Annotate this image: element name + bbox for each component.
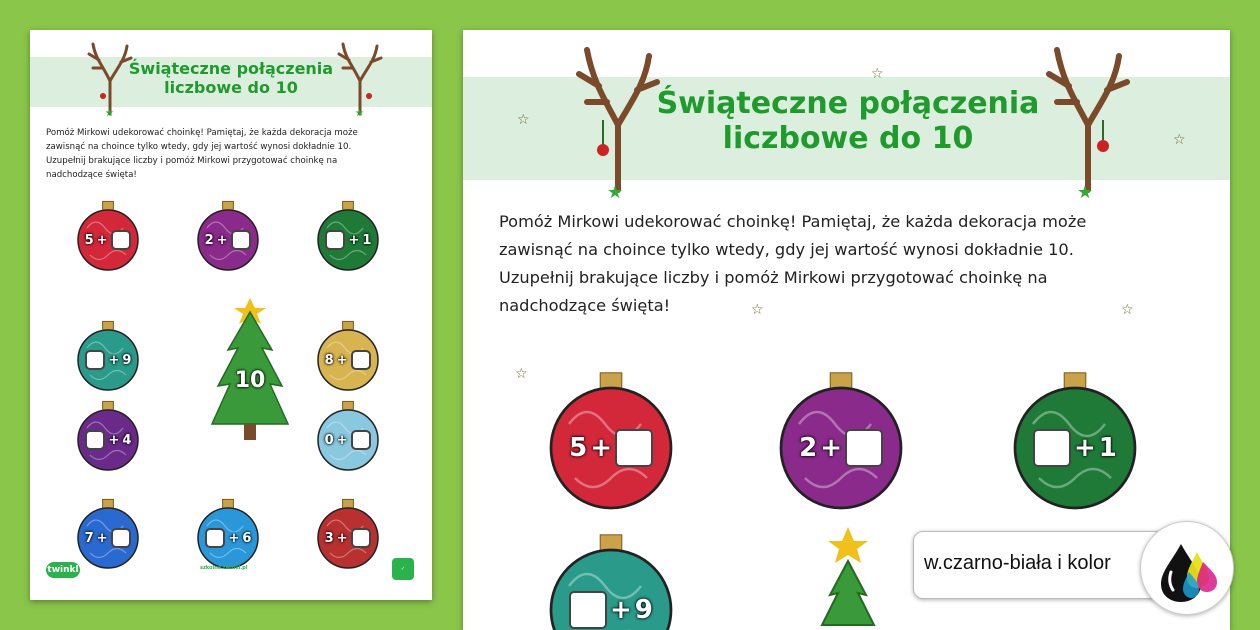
bauble-equation	[318, 526, 378, 550]
bauble-equation	[78, 428, 138, 452]
bauble-equation	[781, 424, 901, 472]
equation-operator: +	[1073, 433, 1096, 463]
bauble-equation	[1015, 424, 1135, 472]
equation-number: 2	[204, 232, 214, 248]
bauble-equation	[318, 348, 378, 372]
worksheet-title: Świąteczne połączenia liczbowe do 10	[128, 59, 334, 97]
equation-operator: +	[336, 432, 348, 448]
bauble-equation	[551, 586, 671, 630]
answer-box	[351, 350, 372, 371]
answer-box	[615, 429, 653, 467]
twinkl-logo: twinkl	[46, 562, 80, 578]
equation-number: 9	[634, 595, 653, 625]
worksheet-intro: Pomóż Mirkowi udekorować choinkę! Pamiętaj, że każda dekoracja może zawisnąć na choince tylko wtedy, gdy jej wartość wynosi dokładnie 10. Uzupełnij brakujące liczby i pomóż Mirkowi przygotować choinkę na nadchodzące święta!	[46, 128, 358, 180]
equation-number: 5	[569, 433, 588, 463]
bauble-equation	[78, 348, 138, 372]
equation-operator: +	[228, 530, 240, 546]
equation-operator: +	[108, 352, 120, 368]
equation-operator: +	[216, 232, 228, 248]
equation-number: 9	[122, 352, 132, 368]
bauble-equation	[78, 526, 138, 550]
equation-number: 4	[122, 432, 132, 448]
equation-number: 1	[362, 232, 372, 248]
equation-operator: +	[336, 530, 348, 546]
equation-operator: +	[108, 432, 120, 448]
star-icon: ☆	[515, 366, 528, 382]
star-icon: ☆	[517, 112, 530, 128]
star-icon: ☆	[751, 302, 764, 318]
answer-box	[85, 430, 106, 451]
answer-box	[845, 429, 883, 467]
answer-box	[351, 528, 372, 549]
antler-decoration-right-icon	[335, 36, 385, 116]
worksheet-intro: Pomóż Mirkowi udekorować choinkę! Pamiętaj, że każda dekoracja może zawisnąć na choince tylko wtedy, gdy jej wartość wynosi dokładnie 10. Uzupełnij brakujące liczby i pomóż Mirkowi przygotować choinkę na nadchodzące święta!	[499, 212, 1087, 315]
christmas-tree-icon	[808, 525, 888, 630]
equation-number: 1	[1098, 433, 1117, 463]
answer-box	[85, 350, 106, 371]
answer-box	[325, 230, 346, 251]
svg-text:★: ★	[1077, 182, 1094, 200]
star-icon: ☆	[871, 66, 884, 82]
worksheet-preview-small	[30, 30, 432, 600]
bauble-equation	[318, 228, 378, 252]
star-icon: ☆	[1173, 132, 1186, 148]
tree-target-number: 10	[234, 368, 266, 393]
twinkl-badge-icon: ✓	[392, 558, 414, 580]
bauble-equation	[78, 228, 138, 252]
worksheet-title: Świąteczne połączenia liczbowe do 10	[656, 86, 1040, 157]
answer-box	[111, 528, 132, 549]
equation-operator: +	[348, 232, 360, 248]
equation-number: 7	[84, 530, 94, 546]
answer-box	[569, 591, 607, 629]
star-icon: ☆	[1121, 302, 1134, 318]
equation-number: 5	[84, 232, 94, 248]
equation-operator: +	[336, 352, 348, 368]
equation-number: 0	[324, 432, 334, 448]
equation-operator: +	[96, 232, 108, 248]
answer-box	[1033, 429, 1071, 467]
svg-text:★: ★	[607, 182, 624, 200]
equation-number: 8	[324, 352, 334, 368]
bauble-equation	[551, 424, 671, 472]
equation-operator: +	[609, 595, 632, 625]
bauble-equation	[198, 228, 258, 252]
answer-box	[351, 430, 372, 451]
svg-text:★: ★	[355, 108, 364, 116]
equation-number: 6	[242, 530, 252, 546]
ink-drops-icon	[1140, 521, 1234, 615]
footer-url: szkolne.twinkl.pl	[200, 565, 248, 571]
badge-label: w.czarno-biała i kolor	[924, 552, 1111, 574]
answer-box	[111, 230, 132, 251]
equation-number: 3	[324, 530, 334, 546]
equation-operator: +	[590, 433, 613, 463]
equation-operator: +	[820, 433, 843, 463]
svg-text:★: ★	[105, 108, 114, 116]
bauble-equation	[318, 428, 378, 452]
answer-box	[205, 528, 226, 549]
equation-number: 2	[799, 433, 818, 463]
equation-operator: +	[96, 530, 108, 546]
bauble-equation	[198, 526, 258, 550]
answer-box	[231, 230, 252, 251]
